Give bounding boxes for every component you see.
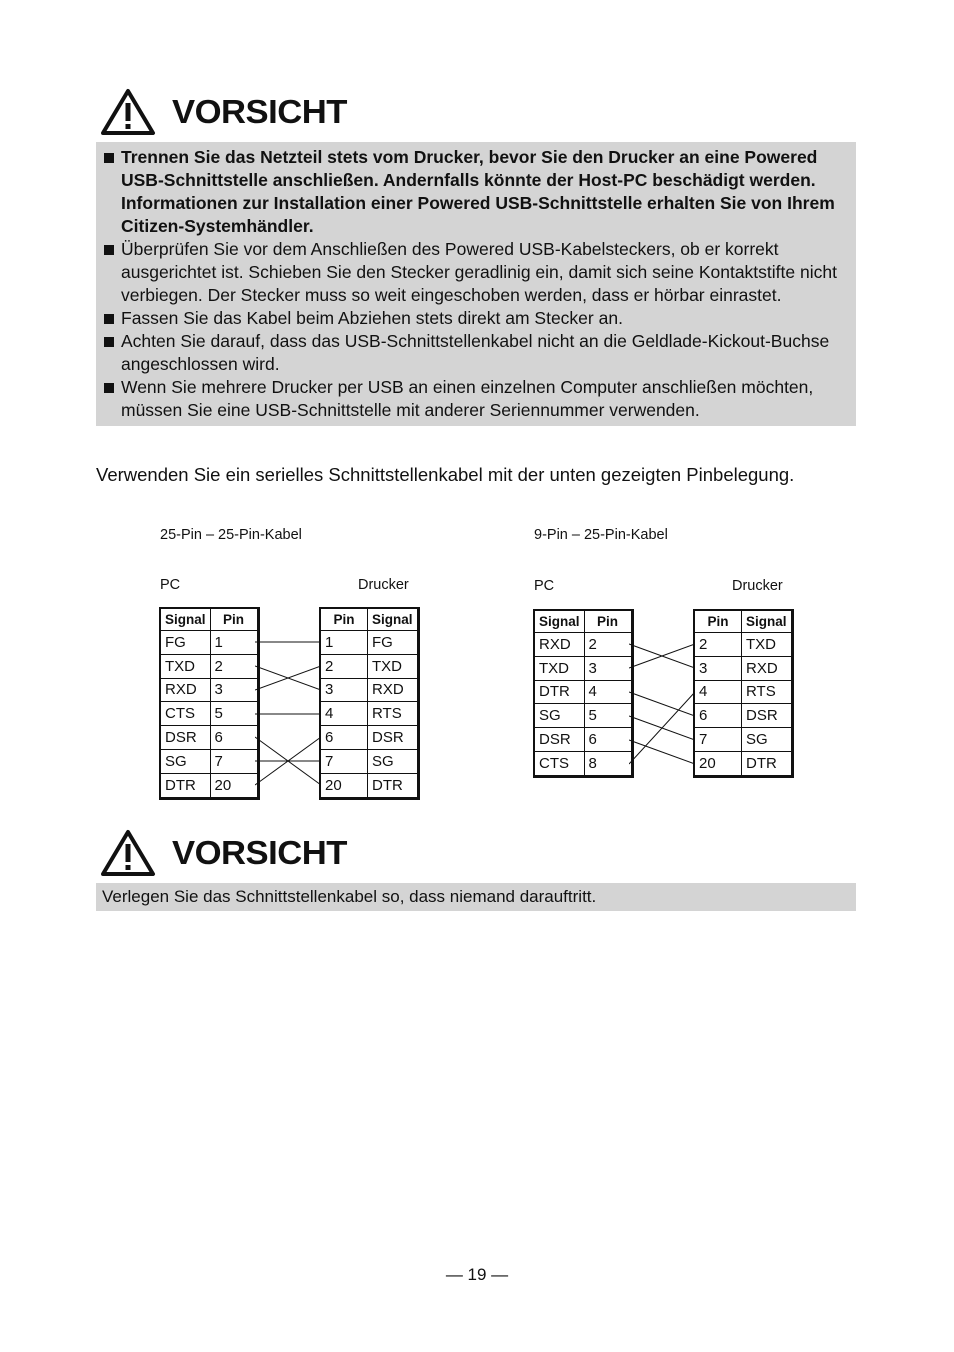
table-row: [320, 678, 418, 702]
table-row: [160, 726, 258, 750]
table-cell: SG: [160, 749, 210, 773]
table-header-cell: Signal: [742, 610, 793, 633]
table-row: [694, 680, 792, 704]
table-cell: 20: [694, 751, 742, 776]
warning-triangle-icon: [100, 829, 156, 877]
table-row: [534, 704, 632, 728]
cable9-printer-label: Drucker: [732, 578, 783, 594]
table-cell: DSR: [160, 726, 210, 750]
table-cell: 3: [584, 656, 632, 680]
bullet-square-icon: [104, 337, 114, 347]
cable25-printer-label: Drucker: [358, 577, 409, 593]
table-cell: 1: [210, 631, 258, 655]
table-cell: 5: [584, 704, 632, 728]
table-cell: 6: [584, 728, 632, 752]
table-cell: RTS: [368, 702, 419, 726]
caution-title-2: VORSICHT: [172, 834, 347, 871]
wire: [629, 740, 695, 764]
table-cell: TXD: [534, 656, 584, 680]
cable9-wiring: [629, 632, 695, 777]
table-row: [320, 726, 418, 750]
table-header-cell: Pin: [694, 610, 742, 633]
table-cell: SG: [534, 704, 584, 728]
table-cell: DSR: [742, 704, 793, 728]
caution-item-text: Fassen Sie das Kabel beim Abziehen stets direkt am Stecker an.: [121, 308, 623, 328]
cable25-pc-table: [159, 607, 260, 800]
table-cell: DTR: [368, 773, 419, 798]
wire: [629, 692, 695, 716]
table-row: [160, 654, 258, 678]
table-cell: CTS: [160, 702, 210, 726]
table-header-cell: Signal: [534, 610, 584, 633]
caution-item: [102, 330, 848, 376]
table-cell: 4: [694, 680, 742, 704]
table-cell: SG: [368, 749, 419, 773]
caution-item: [102, 238, 848, 307]
table-cell: 2: [320, 654, 368, 678]
cable9-pc-label: PC: [534, 578, 555, 594]
table-cell: 2: [694, 633, 742, 657]
table-row: [694, 704, 792, 728]
table-cell: 7: [694, 728, 742, 752]
table-cell: 6: [694, 704, 742, 728]
table-cell: DTR: [742, 751, 793, 776]
table-cell: TXD: [742, 633, 793, 657]
table-cell: TXD: [368, 654, 419, 678]
table-cell: SG: [742, 728, 793, 752]
table-cell: RXD: [160, 678, 210, 702]
table-cell: RTS: [742, 680, 793, 704]
table-row: [534, 656, 632, 680]
table-cell: 4: [320, 702, 368, 726]
table-row: [320, 773, 418, 798]
table-cell: DTR: [160, 773, 210, 798]
table-header-cell: Pin: [584, 610, 632, 633]
table-row: [694, 633, 792, 657]
table-row: [160, 702, 258, 726]
table-row: [320, 702, 418, 726]
bullet-square-icon: [104, 314, 114, 324]
caution-heading-2: [100, 829, 347, 877]
warning-triangle-icon: [100, 88, 156, 136]
table-row: [320, 749, 418, 773]
cable25-title: 25-Pin – 25-Pin-Kabel: [160, 527, 302, 543]
table-row: [160, 773, 258, 798]
page-number: — 19 —: [445, 1265, 509, 1284]
table-cell: 3: [320, 678, 368, 702]
caution-box-2: [96, 883, 856, 911]
caution-item-text: Wenn Sie mehrere Drucker per USB an einen einzelnen Computer anschließen möchten, müssen Sie eine USB-Schnittstelle mit anderer Seriennummer verwenden.: [121, 377, 814, 420]
table-cell: RXD: [742, 656, 793, 680]
table-cell: 8: [584, 751, 632, 776]
caution-item: [102, 376, 848, 422]
caution-item-text: Überprüfen Sie vor dem Anschließen des Powered USB-Kabelsteckers, ob er korrekt ausgerichtet ist. Schieben Sie den Stecker geradlinig ein, damit sich seine Kontaktstifte nicht verbiegen. Der Stecker muss so weit eingeschoben werden, dass er hörbar einrastet.: [121, 239, 837, 305]
table-cell: 3: [210, 678, 258, 702]
table-cell: DSR: [368, 726, 419, 750]
table-row: [320, 631, 418, 655]
table-row: [320, 654, 418, 678]
table-header-cell: Signal: [368, 608, 419, 631]
table-cell: DSR: [534, 728, 584, 752]
table-cell: 3: [694, 656, 742, 680]
table-cell: 7: [210, 749, 258, 773]
table-cell: 6: [320, 726, 368, 750]
table-cell: FG: [160, 631, 210, 655]
bullet-square-icon: [104, 245, 114, 255]
table-cell: 20: [320, 773, 368, 798]
table-header-cell: Signal: [160, 608, 210, 631]
cable9-title: 9-Pin – 25-Pin-Kabel: [534, 527, 668, 543]
cable9-pc-table: [533, 609, 634, 778]
caution-title: VORSICHT: [172, 93, 347, 130]
table-row: [694, 751, 792, 776]
table-cell: 1: [320, 631, 368, 655]
table-row: [534, 680, 632, 704]
table-cell: RXD: [368, 678, 419, 702]
table-cell: 20: [210, 773, 258, 798]
cable25-wiring: [255, 630, 321, 800]
caution-box: [96, 142, 856, 426]
table-row: [160, 678, 258, 702]
cable25-printer-table: [319, 607, 420, 800]
caution-item-text: Trennen Sie das Netzteil stets vom Drucker, bevor Sie den Drucker an eine Powered USB-Schnittstelle anschließen. Andernfalls könnte der Host-PC beschädigt werden. Informationen zur Installation einer Powered USB-Schnittstelle erhalten Sie von Ihrem Citizen-Systemhändler.: [121, 147, 835, 236]
table-cell: RXD: [534, 633, 584, 657]
table-cell: 5: [210, 702, 258, 726]
intro-paragraph: Verwenden Sie ein serielles Schnittstellenkabel mit der unten gezeigten Pinbelegung.: [96, 464, 795, 485]
table-row: [534, 728, 632, 752]
cable25-pc-label: PC: [160, 577, 181, 593]
table-cell: FG: [368, 631, 419, 655]
table-row: [160, 631, 258, 655]
caution-item: [102, 146, 848, 238]
table-cell: DTR: [534, 680, 584, 704]
table-cell: CTS: [534, 751, 584, 776]
table-cell: TXD: [160, 654, 210, 678]
bullet-square-icon: [104, 383, 114, 393]
table-cell: 6: [210, 726, 258, 750]
table-row: [160, 749, 258, 773]
caution-item: [102, 307, 848, 330]
table-row: [694, 656, 792, 680]
table-header-cell: Pin: [210, 608, 258, 631]
table-row: [534, 633, 632, 657]
table-cell: 4: [584, 680, 632, 704]
table-cell: 7: [320, 749, 368, 773]
caution-heading: [100, 88, 347, 136]
wire: [629, 692, 695, 764]
table-header-cell: Pin: [320, 608, 368, 631]
table-row: [534, 751, 632, 776]
table-cell: 2: [210, 654, 258, 678]
table-row: [694, 728, 792, 752]
cable9-printer-table: [693, 609, 794, 778]
caution-item-text: Achten Sie darauf, dass das USB-Schnittstellenkabel nicht an die Geldlade-Kickout-Buchse angeschlossen wird.: [121, 331, 830, 374]
bullet-square-icon: [104, 153, 114, 163]
table-cell: 2: [584, 633, 632, 657]
caution-text: Verlegen Sie das Schnittstellenkabel so, dass niemand darauftritt.: [102, 887, 597, 906]
